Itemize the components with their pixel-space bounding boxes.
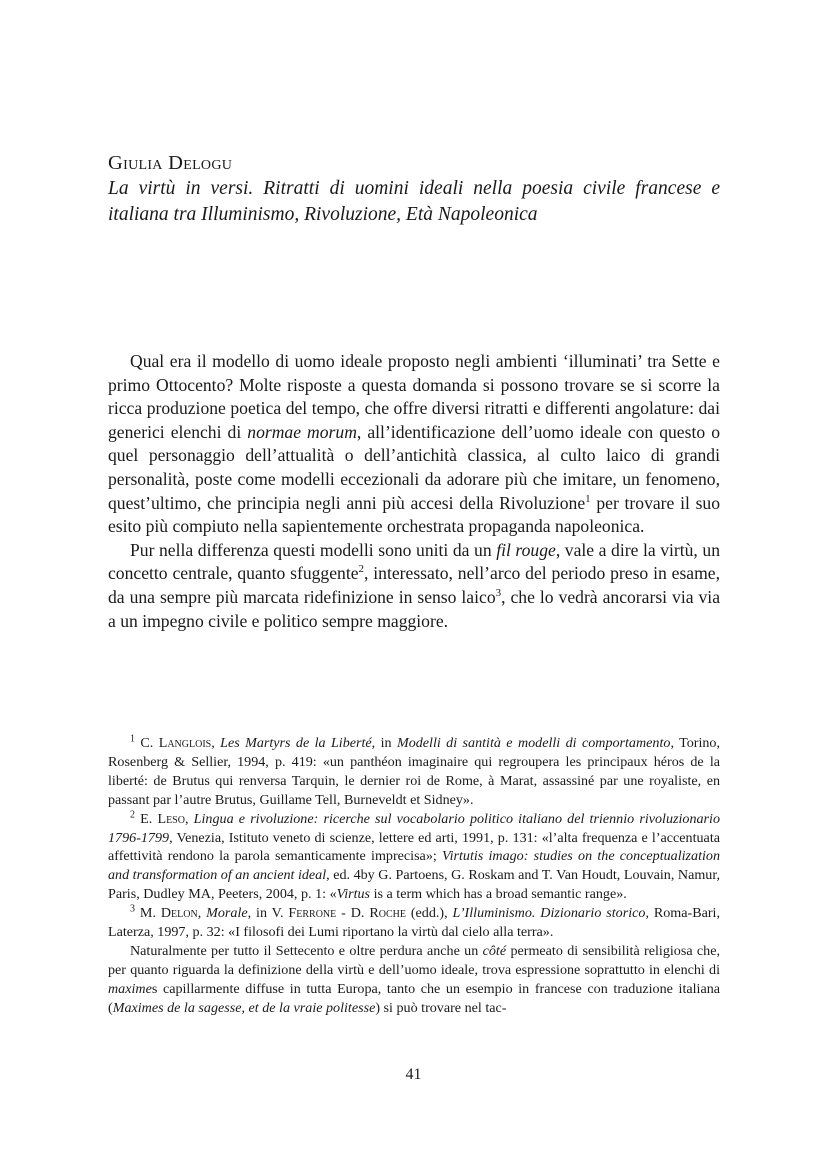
- footnote-number: 1: [130, 733, 135, 745]
- work-title: L’Illuminismo. Dizionario storico: [452, 905, 646, 922]
- text-run-italic: côté: [482, 942, 507, 959]
- paragraph-1: [108, 350, 720, 539]
- text-run: ) si può trovare nel tac-: [375, 999, 507, 1016]
- text-run-italic: fil rouge: [496, 539, 556, 560]
- text-run: Pur nella differenza questi modelli sono uniti da un: [130, 539, 497, 560]
- text-run: C.: [140, 735, 159, 751]
- page-number: 41: [405, 1066, 422, 1083]
- text-run: , interessato, nell’arco del periodo preso in esame, da una sempre più marcata ridefinizione in senso laico: [108, 563, 720, 607]
- text-run: ,: [184, 810, 194, 827]
- text-run: is a term which has a broad semantic range».: [370, 886, 627, 903]
- text-run: E.: [140, 810, 158, 827]
- footnote-ref-1[interactable]: 1: [585, 492, 591, 505]
- author-surname: Roche: [369, 905, 406, 922]
- footnote-ref-2[interactable]: 2: [358, 563, 365, 576]
- paragraph-2: [108, 539, 720, 633]
- work-title: Modelli di santità e modelli di comportamento: [396, 735, 671, 751]
- author-surname: Delon: [160, 905, 198, 922]
- text-run: , ed. 4by G. Partoens, G. Roskam and T. Van Houdt, Louvain, Namur, Paris, Dudley MA, Peeters, 2004, p. 1: «: [108, 867, 720, 903]
- text-run: ,: [211, 735, 221, 751]
- article-header: [108, 150, 720, 228]
- text-run: Naturalmente per tutto il Settecento e oltre perdura anche un: [130, 942, 483, 959]
- text-run-italic: normae morum: [247, 421, 357, 442]
- text-run: , Torino, Rosenberg & Sellier, 1994, p. 419: «un panthéon imaginaire qui regroupera les principaux héros de la liberté: de Brutus qui renversa Tarquin, le dernier roi de Rome, à Marat, assassiné par une royaliste, en passant par l’autre Brutus, Guillame Tell, Burneveldt et Sidney».: [108, 735, 720, 808]
- work-title: Les Martyrs de la Liberté: [220, 735, 372, 751]
- footnote-3-continued: [108, 942, 720, 1018]
- work-title: Morale: [206, 905, 248, 922]
- text-run: , in V.: [247, 905, 289, 922]
- text-run: , Roma-Bari, Laterza, 1997, p. 32: «I filosofi dei Lumi riportano la virtù dal cielo alla terra».: [108, 905, 720, 941]
- text-run: , in: [371, 735, 397, 751]
- text-run: , che lo vedrà ancorarsi via via a un impegno civile e politico sempre maggiore.: [108, 586, 721, 631]
- text-run: permeato di sensibilità religiosa che, per quanto riguarda la definizione della virtù e dell’uomo ideale, trova espressione soprattutto in elenchi di: [108, 942, 721, 978]
- work-title: Maximes de la sagesse, et de la vraie politesse: [112, 999, 376, 1016]
- author-surname: Langlois: [158, 735, 212, 751]
- author-name: Giulia Delogu: [108, 152, 233, 174]
- author-surname: Ferrone: [288, 905, 337, 922]
- footnote-ref-3[interactable]: 3: [495, 587, 502, 600]
- text-run: , Venezia, Istituto veneto di scienze, lettere ed arti, 1991, p. 131: «l’alta frequenza e l’accentuata affettività rendono la parola semanticamente imprecisa»;: [108, 829, 720, 865]
- text-run: , vale a dire la virtù, un concetto centrale, quanto sfuggente: [108, 539, 720, 584]
- text-run: s capillarmente diffuse in tutta Europa, tanto che un esempio in francese con traduzione italiana (: [108, 980, 720, 1016]
- article-title: La virtù in versi. Ritratti di uomini ideali nella poesia civile francese e italiana tra Illuminismo, Rivoluzione, Età Napoleonica: [108, 178, 720, 225]
- text-run: - D.: [336, 905, 370, 922]
- footnote-number: 3: [130, 903, 135, 915]
- text-run: ,: [197, 905, 207, 922]
- work-title: Lingua e rivoluzione: ricerche sul vocabolario politico italiano del triennio rivoluzionario 1796-1799: [108, 810, 721, 846]
- text-run: , all’identificazione dell’uomo ideale con questo o quel personaggio dell’attualità o dell’antichità classica, al culto laico di grandi personalità, poste come modelli eccezionali da adorare più che imitare, un fenomeno, quest’ultimo, che principia negli anni più accesi della Rivoluzione: [108, 421, 720, 513]
- footnote-1: [108, 734, 720, 810]
- text-run-italic: maxime: [108, 980, 152, 997]
- author-surname: Leso: [157, 810, 185, 827]
- footnote-2: [108, 810, 720, 905]
- work-title: Virtutis imago: studies on the conceptualization and transformation of an ancient ideal: [108, 848, 721, 884]
- text-run: per trovare il suo esito più compiuto nella sapientemente orchestrata propaganda napoleonica.: [108, 492, 721, 537]
- text-run-italic: Virtus: [336, 886, 371, 903]
- footnote-3: [108, 904, 720, 942]
- body-text: [108, 350, 720, 633]
- footnote-number: 2: [130, 808, 135, 820]
- text-run: M.: [139, 905, 161, 922]
- text-run: (edd.),: [405, 905, 453, 922]
- text-run: Qual era il modello di uomo ideale proposto negli ambienti ‘illuminati’ tra Sette e primo Ottocento? Molte risposte a questa domanda si possono trovare se si scorre la ricca produzione poetica del tempo, che offre diversi ritratti e differenti angolature: dai generici elenchi di: [108, 351, 720, 442]
- footnotes: [108, 734, 720, 1018]
